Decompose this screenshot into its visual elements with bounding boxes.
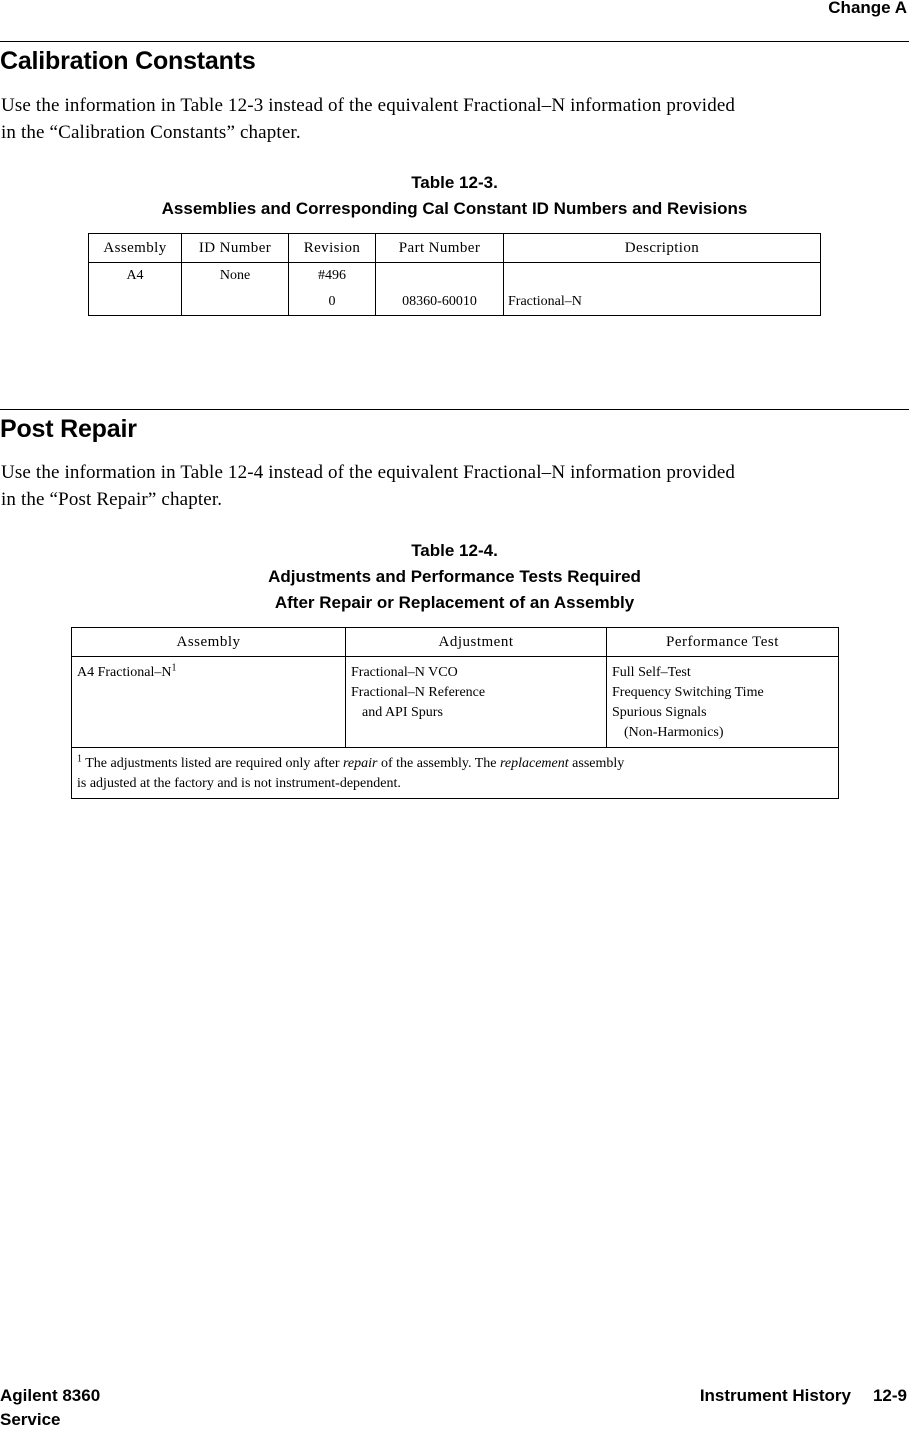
- table-subtitle: After Repair or Replacement of an Assembly: [274, 593, 635, 612]
- table-footnote-row: [72, 748, 839, 799]
- cell-assembly: A4: [89, 263, 182, 290]
- column-header-assembly: Assembly: [89, 234, 182, 263]
- table-row: [72, 657, 839, 748]
- cell-part-number: [376, 263, 504, 290]
- cell-performance-test: [607, 657, 839, 748]
- cell-revision: 0: [289, 289, 376, 316]
- section-1-paragraph: [1, 92, 907, 146]
- footer-manual: Service: [0, 1410, 61, 1429]
- cell-id-number: [182, 289, 289, 316]
- paragraph-line: in the “Post Repair” chapter.: [1, 489, 223, 510]
- table-row: [89, 263, 821, 290]
- cell-revision: #496: [289, 263, 376, 290]
- footer-chapter-title: Instrument History: [699, 1386, 851, 1405]
- cell-assembly: [89, 289, 182, 316]
- assembly-name: A4 Fractional–N: [77, 665, 172, 680]
- column-header-performance-test: Performance Test: [607, 628, 839, 657]
- adjustment-item: Fractional–N Reference: [351, 685, 486, 700]
- column-header-description: Description: [504, 234, 821, 263]
- table-row: [89, 289, 821, 316]
- footnote-marker: 1: [77, 753, 82, 765]
- performance-test-item: (Non-Harmonics): [624, 725, 724, 740]
- table-12-3-caption: [0, 170, 909, 222]
- performance-test-item: Full Self–Test: [612, 665, 691, 680]
- table-12-4-caption: [0, 538, 909, 616]
- footnote-text: The adjustments listed are required only after: [85, 756, 340, 771]
- cell-id-number: None: [182, 263, 289, 290]
- section-rule: [0, 409, 909, 410]
- adjustment-item: Fractional–N VCO: [351, 665, 458, 680]
- footnote-emphasis: repair: [343, 756, 378, 771]
- footnote-text: assembly: [572, 756, 625, 771]
- cell-description: [504, 263, 821, 290]
- header-rule: [0, 41, 909, 42]
- page-number: 12-9: [872, 1386, 907, 1405]
- section-title-post-repair: Post Repair: [0, 415, 137, 443]
- column-header-assembly: Assembly: [72, 628, 346, 657]
- table-12-4: [71, 627, 839, 799]
- footnote-line: [77, 754, 833, 774]
- footer-right: [700, 1384, 907, 1408]
- table-number: Table 12-4.: [411, 541, 498, 560]
- column-header-part-number: Part Number: [376, 234, 504, 263]
- performance-test-item: Frequency Switching Time: [612, 685, 764, 700]
- table-footnote: [72, 748, 839, 799]
- paragraph-line: Use the information in Table 12-4 instead of the equivalent Fractional–N information provided: [1, 462, 736, 483]
- paragraph-line: Use the information in Table 12-3 instead of the equivalent Fractional–N information provided: [1, 95, 736, 116]
- column-header-adjustment: Adjustment: [346, 628, 607, 657]
- performance-test-item: Spurious Signals: [612, 705, 707, 720]
- paragraph-line: in the “Calibration Constants” chapter.: [1, 122, 301, 143]
- running-head: Change A: [828, 0, 907, 17]
- table-number: Table 12-3.: [411, 173, 498, 192]
- section-2-paragraph: [1, 459, 907, 513]
- table-12-3: [88, 233, 821, 316]
- footnote-line: is adjusted at the factory and is not instrument-dependent.: [77, 776, 401, 791]
- footnote-text: of the assembly. The: [380, 756, 497, 771]
- table-title: Assemblies and Corresponding Cal Constant ID Numbers and Revisions: [161, 199, 748, 218]
- table-title: Adjustments and Performance Tests Required: [268, 567, 641, 586]
- table-header-row: [89, 234, 821, 263]
- section-title-calibration-constants: Calibration Constants: [0, 47, 256, 75]
- table-header-row: [72, 628, 839, 657]
- footnote-marker: 1: [171, 662, 177, 674]
- cell-description: Fractional–N: [504, 289, 821, 316]
- column-header-id-number: ID Number: [182, 234, 289, 263]
- footer-left: [0, 1384, 100, 1432]
- cell-part-number: 08360-60010: [376, 289, 504, 316]
- adjustment-item: and API Spurs: [362, 705, 443, 720]
- column-header-revision: Revision: [289, 234, 376, 263]
- footer-product: Agilent 8360: [0, 1386, 101, 1405]
- cell-assembly: [72, 657, 346, 748]
- footnote-emphasis: replacement: [499, 756, 569, 771]
- cell-adjustment: [346, 657, 607, 748]
